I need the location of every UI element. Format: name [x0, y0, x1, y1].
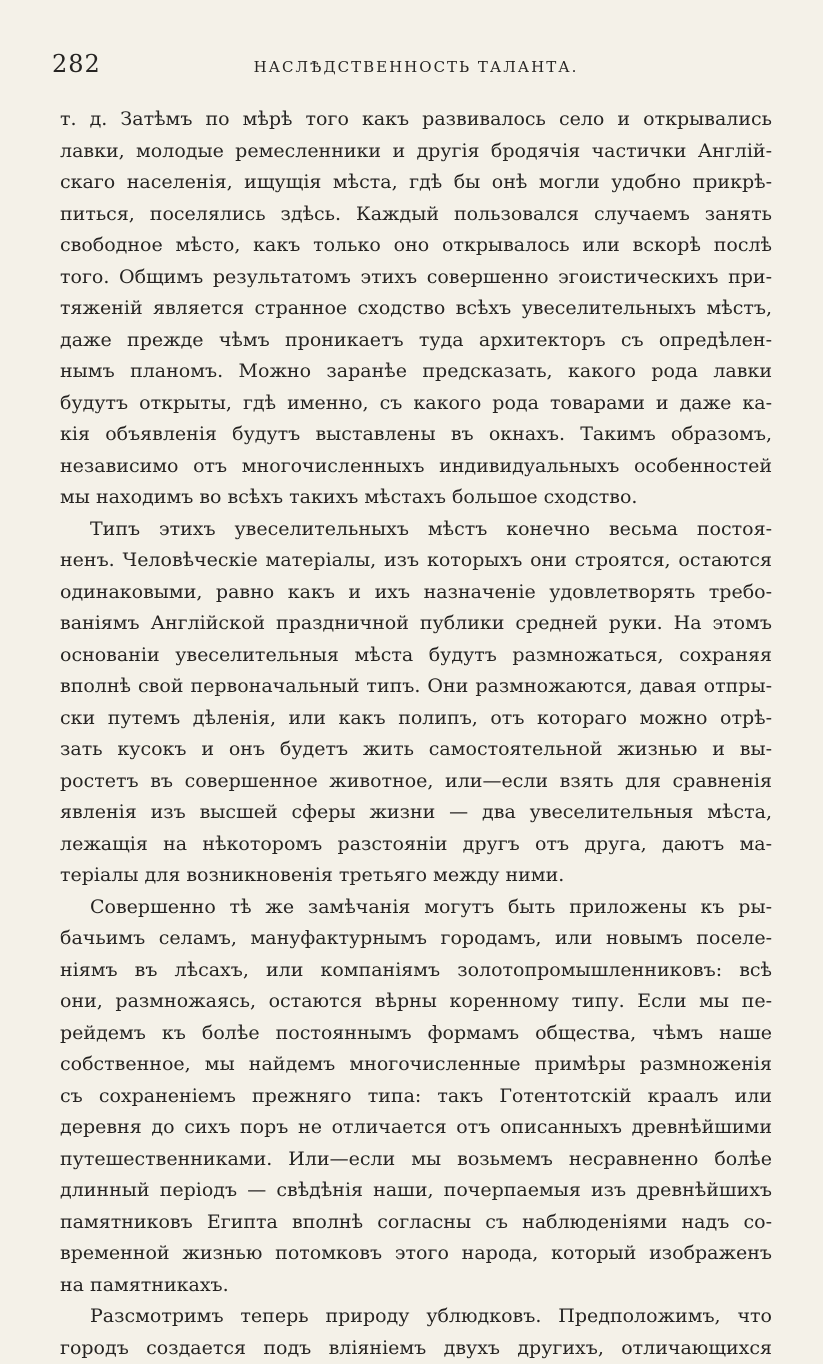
text-line: на памятникахъ.	[60, 1270, 772, 1302]
text-line: Типъ этихъ увеселительныхъ мѣстъ конечно весьма постоя-	[60, 514, 772, 546]
text-line: того. Общимъ результатомъ этихъ совершенно эгоистическихъ при-	[60, 262, 772, 294]
text-line: ваніямъ Англійской праздничной публики средней руки. На этомъ	[60, 608, 772, 640]
running-head	[60, 50, 772, 84]
text-line: кія объявленія будутъ выставлены въ окнахъ. Такимъ образомъ,	[60, 419, 772, 451]
text-line: будутъ открыты, гдѣ именно, съ какого рода товарами и даже ка-	[60, 388, 772, 420]
text-line: съ сохраненіемъ прежняго типа: такъ Готентотскій краалъ или	[60, 1081, 772, 1113]
text-line: ніямъ въ лѣсахъ, или компаніямъ золотопромышленниковъ: всѣ	[60, 955, 772, 987]
paragraph-4	[60, 1301, 772, 1364]
text-line: даже прежде чѣмъ проникаетъ туда архитекторъ съ опредѣлен-	[60, 325, 772, 357]
text-line: т. д. Затѣмъ по мѣрѣ того какъ развивалось село и открывались	[60, 104, 772, 136]
text-line: свободное мѣсто, какъ только оно открывалось или вскорѣ послѣ	[60, 230, 772, 262]
text-line: нымъ планомъ. Можно заранѣе предсказать, какого рода лавки	[60, 356, 772, 388]
text-line: длинный періодъ — свѣдѣнія наши, почерпаемыя изъ древнѣйшихъ	[60, 1175, 772, 1207]
text-line: ростетъ въ совершенное животное, или—если взять для сравненія	[60, 766, 772, 798]
text-line: мы находимъ во всѣхъ такихъ мѣстахъ большое сходство.	[60, 482, 772, 514]
text-line: вполнѣ свой первоначальный типъ. Они размножаются, давая отпры-	[60, 671, 772, 703]
text-line: ненъ. Человѣческіе матеріалы, изъ которыхъ они строятся, остаются	[60, 545, 772, 577]
paragraph-1	[60, 104, 772, 514]
text-line: лавки, молодые ремесленники и другія бродячія частички Англій-	[60, 136, 772, 168]
text-line: они, размножаясь, остаются вѣрны коренному типу. Если мы пе-	[60, 986, 772, 1018]
text-line: явленія изъ высшей сферы жизни — два увеселительныя мѣста,	[60, 797, 772, 829]
body-text	[60, 104, 772, 1364]
page-number: 282	[52, 50, 101, 78]
text-line: временной жизнью потомковъ этого народа, который изображенъ	[60, 1238, 772, 1270]
text-line: деревня до сихъ поръ не отличается отъ описанныхъ древнѣйшими	[60, 1112, 772, 1144]
running-title: НАСЛѢДСТВЕННОСТЬ ТАЛАНТА.	[60, 58, 772, 76]
book-page	[60, 50, 772, 1364]
text-line: собственное, мы найдемъ многочисленные примѣры размноженія	[60, 1049, 772, 1081]
text-line: ски путемъ дѣленія, или какъ полипъ, отъ котораго можно отрѣ-	[60, 703, 772, 735]
text-line: бачьимъ селамъ, мануфактурнымъ городамъ, или новымъ поселе-	[60, 923, 772, 955]
text-line: одинаковыми, равно какъ и ихъ назначеніе удовлетворять требо-	[60, 577, 772, 609]
text-line: лежащія на нѣкоторомъ разстояніи другъ отъ друга, даютъ ма-	[60, 829, 772, 861]
text-line: рейдемъ къ болѣе постояннымъ формамъ общества, чѣмъ наше	[60, 1018, 772, 1050]
text-line: путешественниками. Или—если мы возьмемъ несравненно болѣе	[60, 1144, 772, 1176]
text-line: тяженій является странное сходство всѣхъ увеселительныхъ мѣстъ,	[60, 293, 772, 325]
text-line: городъ создается подъ вліяніемъ двухъ другихъ, отличающихся	[60, 1333, 772, 1364]
paragraph-2	[60, 514, 772, 892]
text-line: теріалы для возникновенія третьяго между ними.	[60, 860, 772, 892]
paragraph-3	[60, 892, 772, 1302]
text-line: независимо отъ многочисленныхъ индивидуальныхъ особенностей	[60, 451, 772, 483]
text-line: питься, поселялись здѣсь. Каждый пользовался случаемъ занять	[60, 199, 772, 231]
text-line: основаніи увеселительныя мѣста будутъ размножаться, сохраняя	[60, 640, 772, 672]
text-line: зать кусокъ и онъ будетъ жить самостоятельной жизнью и вы-	[60, 734, 772, 766]
text-line: памятниковъ Египта вполнѣ согласны съ наблюденіями надъ со-	[60, 1207, 772, 1239]
text-line: Совершенно тѣ же замѣчанія могутъ быть приложены къ ры-	[60, 892, 772, 924]
text-line: скаго населенія, ищущія мѣста, гдѣ бы онѣ могли удобно прикрѣ-	[60, 167, 772, 199]
text-line: Разсмотримъ теперь природу ублюдковъ. Предположимъ, что	[60, 1301, 772, 1333]
